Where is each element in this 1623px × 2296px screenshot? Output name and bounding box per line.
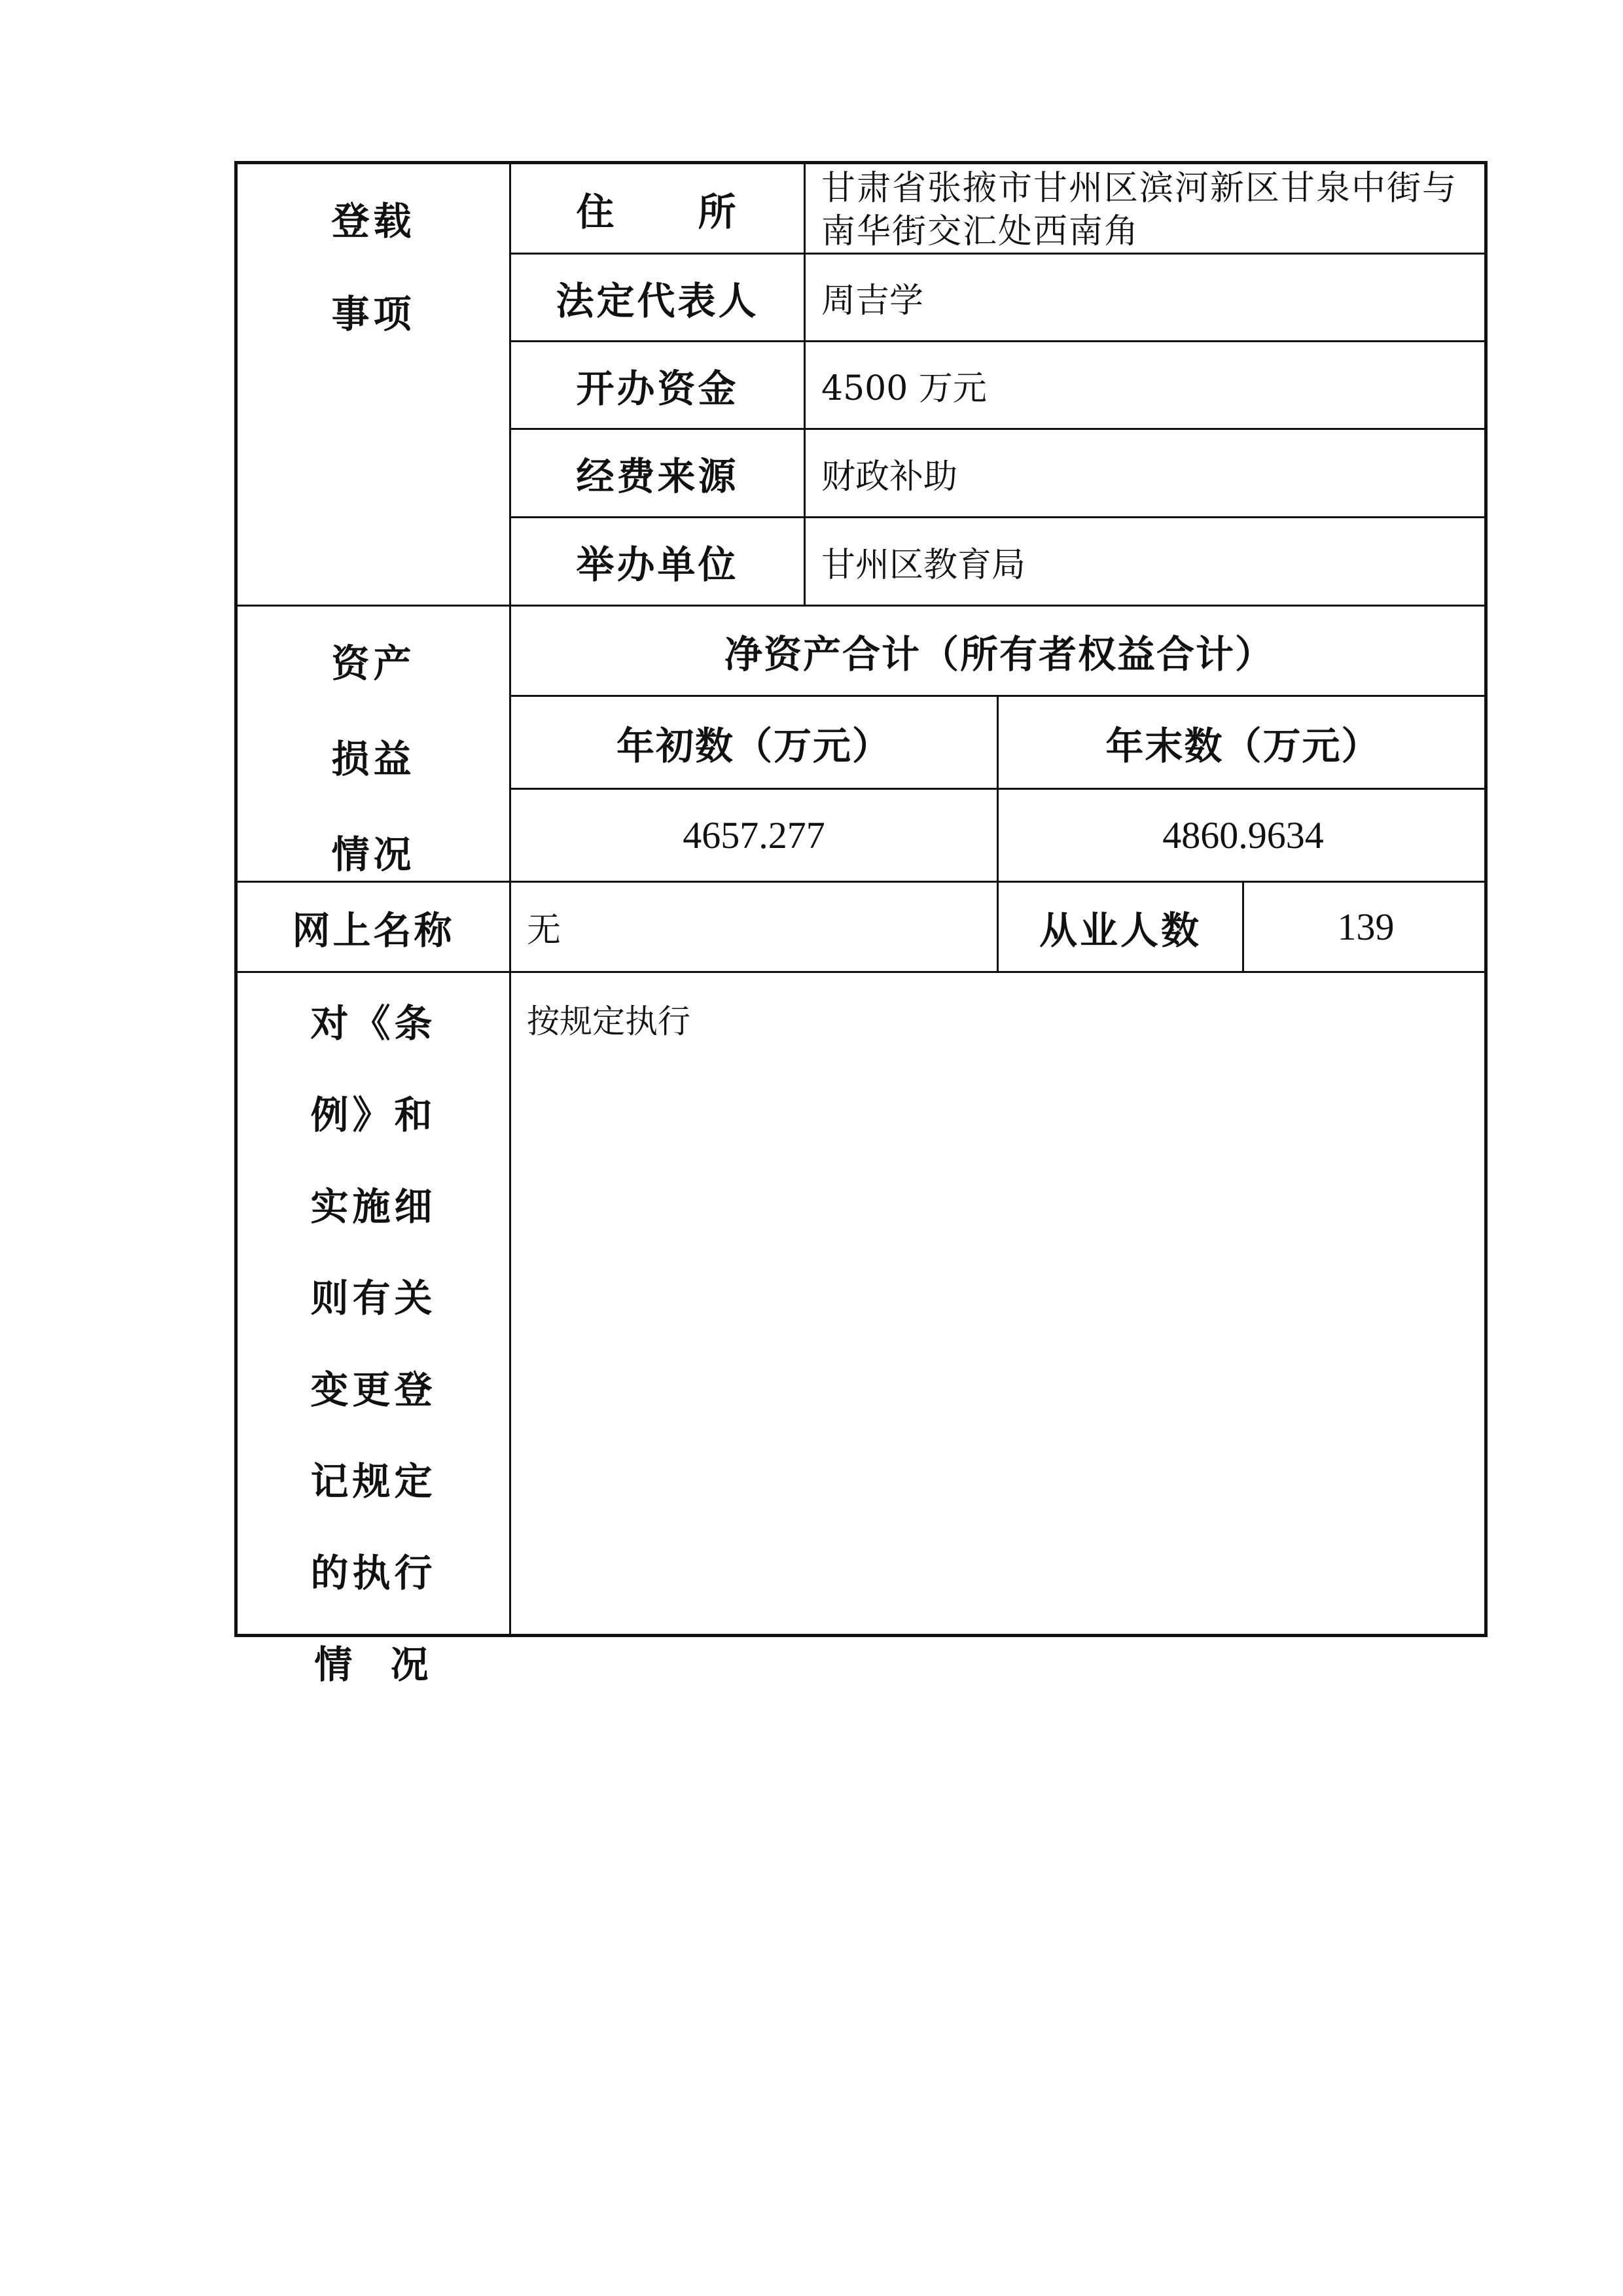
compliance-value-cell — [509, 971, 1488, 1634]
funding-source-value: 财政补助 — [804, 428, 1488, 516]
staff-count-value: 139 — [1242, 881, 1488, 971]
assets-group-line-2: 损益 — [331, 737, 416, 781]
legal-rep-label: 法定代表人 — [509, 253, 804, 340]
compliance-line-6: 记规定 — [310, 1459, 437, 1504]
net-assets-header: 净资产合计（所有者权益合计） — [509, 605, 1488, 695]
sponsor-value: 甘州区教育局 — [804, 516, 1488, 605]
assets-group-line-3: 情况 — [331, 832, 416, 877]
year-end-label: 年末数（万元） — [997, 695, 1488, 788]
compliance-line-2: 例》和 — [310, 1093, 437, 1137]
assets-group-label — [238, 605, 509, 881]
capital-value: 4500 万元 — [804, 340, 1488, 428]
funding-source-label: 经费来源 — [509, 428, 804, 516]
compliance-line-4: 则有关 — [310, 1276, 437, 1320]
compliance-line-3: 实施细 — [310, 1184, 437, 1229]
year-end-value: 4860.9634 — [997, 788, 1488, 881]
legal-rep-value: 周吉学 — [804, 253, 1488, 340]
year-start-value: 4657.277 — [509, 788, 997, 881]
registration-group-line-1: 登载 — [331, 199, 416, 243]
registration-table — [234, 161, 1488, 1687]
address-label: 住 所 — [509, 164, 804, 253]
assets-group-line-1: 资产 — [331, 641, 416, 686]
staff-count-label: 从业人数 — [997, 881, 1242, 971]
sponsor-label: 举办单位 — [509, 516, 804, 605]
registration-group-line-2: 事项 — [331, 292, 416, 336]
compliance-value: 按规定执行 — [527, 1002, 690, 1040]
registration-group-label — [238, 164, 509, 605]
online-name-label: 网上名称 — [238, 881, 509, 971]
compliance-line-7: 的执行 — [310, 1551, 437, 1595]
address-value: 甘肃省张掖市甘州区滨河新区甘泉中街与南华街交汇处西南角 — [804, 164, 1488, 253]
compliance-group-label — [238, 971, 509, 1687]
compliance-line-5: 变更登 — [310, 1368, 437, 1412]
compliance-line-8: 情 况 — [314, 1642, 433, 1687]
compliance-line-1: 对《条 — [310, 1001, 437, 1046]
capital-label: 开办资金 — [509, 340, 804, 428]
online-name-value: 无 — [509, 881, 997, 971]
year-start-label: 年初数（万元） — [509, 695, 997, 788]
